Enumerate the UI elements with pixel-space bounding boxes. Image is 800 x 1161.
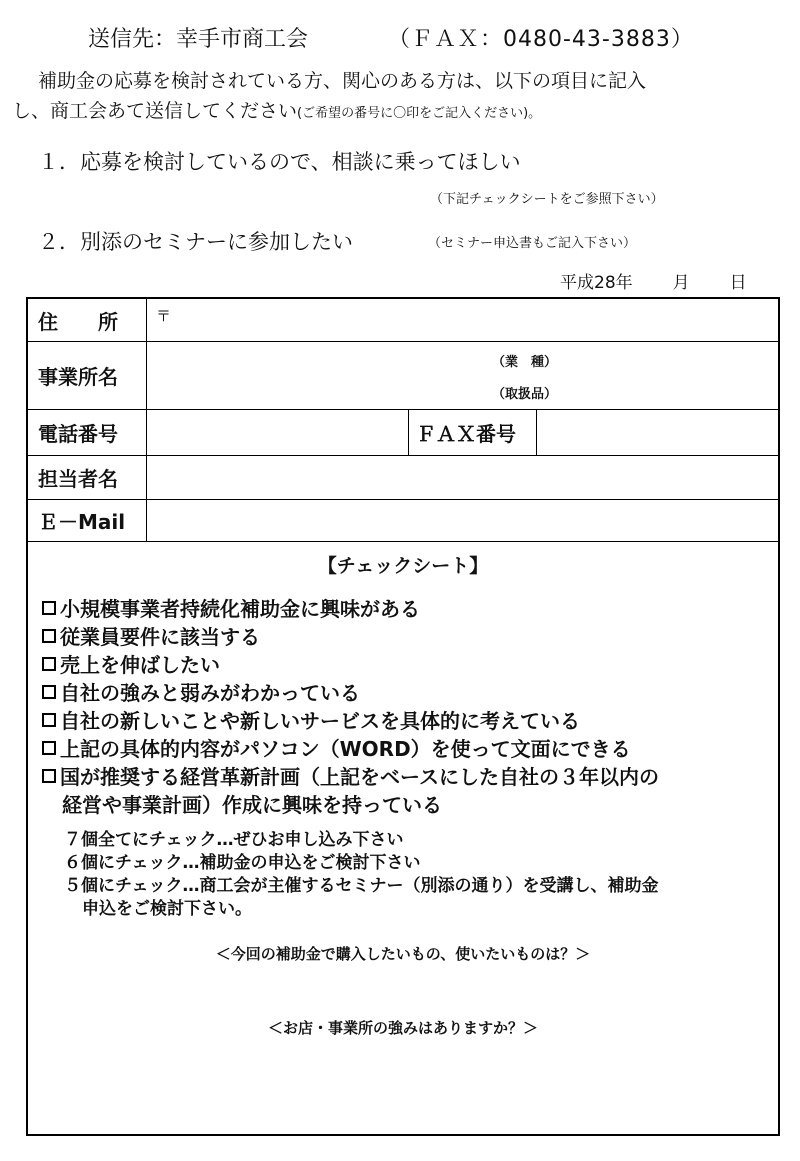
fax-field[interactable] [540,409,776,455]
phone-label: 電話番号 [38,421,118,446]
intro-line-2-note: (ご希望の番号に〇印をご記入ください)。 [297,106,542,121]
check-item-label: 自社の新しいことや新しいサービスを具体的に考えている [60,709,580,733]
check-item[interactable] [42,623,659,651]
destination: 送信先：幸手市商工会 [88,27,309,52]
fax-label: ＦＡＸ番号 [416,421,516,446]
result-line-continuation: 申込をご検討下さい。 [82,899,252,919]
option-1-note: （下記チェックシートをご参照下さい） [430,192,664,207]
address-label: 住 所 [38,309,118,334]
check-item[interactable] [42,707,659,735]
check-item-label: 上記の具体的内容がパソコン（WORD）を使って文面にできる [60,737,631,761]
contact-person-label: 担当者名 [38,466,118,491]
question-strengths: ＜お店・事業所の強みはありますか？＞ [267,1019,538,1037]
intro-line-1: 補助金の応募を検討されている方、関心のある方は、以下の項目に記入 [38,70,647,92]
date-era: 平成28年 [560,273,633,293]
postal-mark: 〒 [156,306,172,325]
result-line: ６個にチェック…補助金の申込をご検討下さい [64,853,421,873]
check-item[interactable] [42,595,659,623]
option-1[interactable]: １．応募を検討しているので、相談に乗ってほしい [38,150,521,174]
checkbox-icon[interactable] [42,769,56,783]
check-item-label: 国が推奨する経営革新計画（上記をベースにした自社の３年以内の [60,765,659,789]
business-name-field[interactable] [150,341,490,409]
date-day: 日 [729,273,747,293]
check-item-continuation: 経営や事業計画）作成に興味を持っている [62,793,442,817]
intro-line-2 [12,96,541,123]
check-item[interactable] [42,763,659,791]
check-item[interactable] [42,651,659,679]
results-guide [64,829,659,921]
products-label: （取扱品） [492,386,558,402]
application-form [26,297,780,1136]
date-month: 月 [672,273,690,293]
email-label: Ｅ－Mail [38,509,126,534]
phone-field[interactable] [150,409,404,455]
check-item-label: 売上を伸ばしたい [60,653,220,677]
checkbox-icon[interactable] [42,741,56,755]
business-name-label: 事業所名 [38,364,118,389]
checklist [42,595,659,819]
checkbox-icon[interactable] [42,657,56,671]
check-item-label: 自社の強みと弱みがわかっている [60,681,360,705]
checkbox-icon[interactable] [42,713,56,727]
option-2[interactable]: ２．別添のセミナーに参加したい [38,230,353,254]
checkbox-icon[interactable] [42,601,56,615]
contact-person-field[interactable] [150,455,776,499]
fax-number: （ＦＡＸ：0480-43-3883） [388,27,694,52]
check-item-label: 従業員要件に該当する [60,625,260,649]
address-field[interactable] [150,299,776,341]
checksheet-title: 【チェックシート】 [317,555,489,577]
question-purchase: ＜今回の補助金で購入したいもの、使いたいものは？＞ [215,945,591,963]
check-item[interactable] [42,679,659,707]
email-field[interactable] [150,499,776,541]
intro-line-2-text: し、商工会あて送信してください [12,100,298,122]
checkbox-icon[interactable] [42,685,56,699]
check-item[interactable] [42,735,659,763]
date-line [560,268,747,293]
industry-label: （業 種） [492,354,558,370]
result-line: ７個全てにチェック…ぜひお申し込み下さい [64,830,404,850]
option-2-note: （セミナー申込書もご記入下さい） [428,236,637,251]
result-line: ５個にチェック…商工会が主催するセミナー（別添の通り）を受講し、補助金 [64,876,659,896]
checkbox-icon[interactable] [42,629,56,643]
check-item-label: 小規模事業者持続化補助金に興味がある [60,597,420,621]
